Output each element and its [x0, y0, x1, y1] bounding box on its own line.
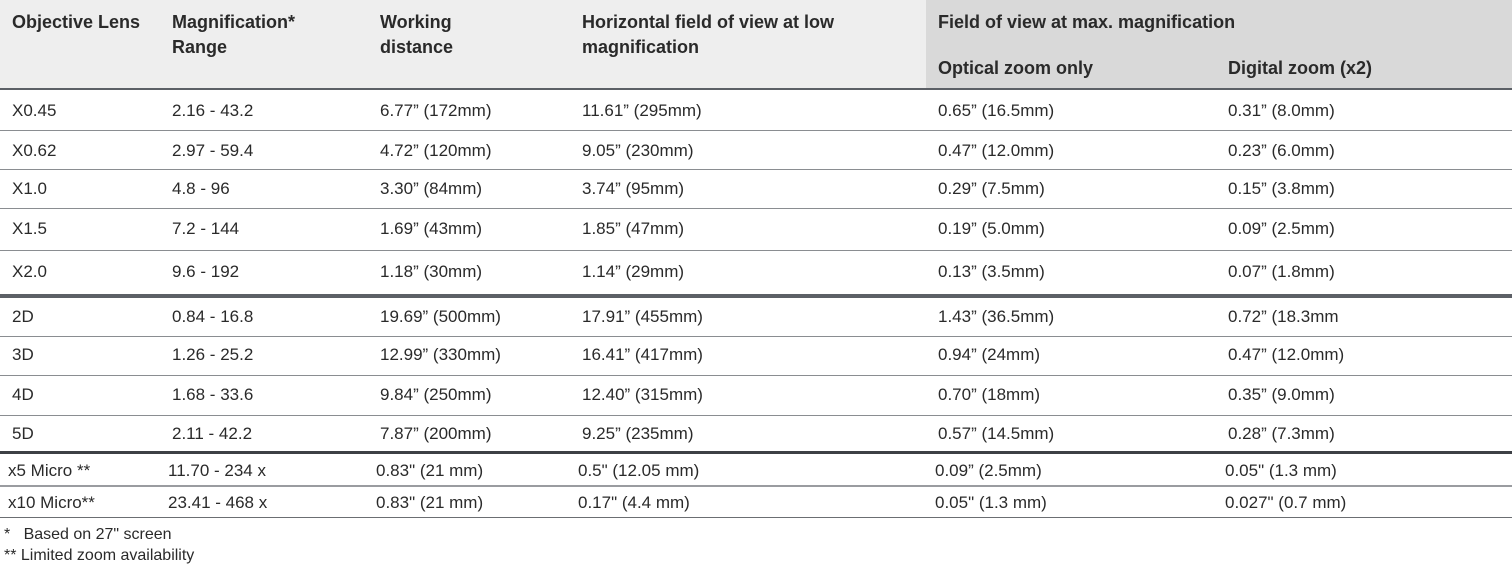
optical-zoom-cell: 0.65” (16.5mm) [938, 101, 1055, 120]
magnification-cell: 4.8 - 96 [172, 179, 230, 198]
optical-zoom-cell: 0.29” (7.5mm) [938, 179, 1045, 198]
working-distance-cell: 0.83" (21 mm) [376, 460, 484, 480]
header-magnification [172, 10, 295, 60]
objective-lens-cell: 2D [12, 307, 34, 326]
working-distance-cell: 7.87” (200mm) [380, 424, 492, 443]
horizontal-fov-cell: 3.74” (95mm) [582, 179, 685, 198]
optical-zoom-cell: 0.57” (14.5mm) [938, 424, 1055, 443]
horizontal-fov-cell: 17.91” (455mm) [582, 307, 703, 326]
magnification-cell: 2.16 - 43.2 [172, 101, 254, 120]
footnotes [4, 524, 194, 566]
footnote: * Based on 27" screen [4, 526, 172, 543]
horizontal-fov-cell: 9.25” (235mm) [582, 424, 694, 443]
row-divider [0, 451, 1512, 454]
table-row [0, 336, 1512, 374]
digital-zoom-cell: 0.09” (2.5mm) [1228, 219, 1335, 238]
row-divider [0, 415, 1512, 416]
objective-lens-cell: 4D [12, 385, 34, 404]
working-distance-cell: 6.77” (172mm) [380, 101, 492, 120]
digital-zoom-cell: 0.28” (7.3mm) [1228, 424, 1335, 443]
objective-lens-cell: X1.5 [12, 219, 47, 238]
row-divider [0, 294, 1512, 298]
optical-zoom-cell: 0.09” (2.5mm) [935, 460, 1042, 480]
objective-lens-cell: x5 Micro ** [8, 460, 91, 480]
table-row [0, 170, 1512, 208]
magnification-cell: 2.97 - 59.4 [172, 141, 254, 160]
digital-zoom-cell: 0.07” (1.8mm) [1228, 262, 1335, 281]
objective-lens-cell: X2.0 [12, 262, 47, 281]
working-distance-cell: 9.84” (250mm) [380, 385, 492, 404]
digital-zoom-cell: 0.47” (12.0mm) [1228, 345, 1345, 364]
magnification-cell: 0.84 - 16.8 [172, 307, 254, 326]
optical-zoom-cell: 0.19” (5.0mm) [938, 219, 1045, 238]
table-row [0, 487, 1512, 519]
working-distance-cell: 4.72” (120mm) [380, 141, 492, 160]
optical-zoom-cell: 1.43” (36.5mm) [938, 307, 1055, 326]
row-divider [0, 250, 1512, 251]
magnification-cell: 9.6 - 192 [172, 262, 240, 281]
row-divider [0, 517, 1512, 518]
table-row [0, 132, 1512, 170]
working-distance-cell: 0.83" (21 mm) [376, 493, 484, 512]
horizontal-fov-cell: 1.14” (29mm) [582, 262, 685, 281]
header-working-distance [380, 10, 453, 60]
row-divider [0, 130, 1512, 131]
table-header [0, 0, 1512, 88]
header-magnification-line1: Magnification* [172, 12, 296, 32]
row-divider [0, 336, 1512, 337]
objective-lens-cell: X1.0 [12, 179, 47, 198]
row-divider [0, 485, 1512, 487]
header-magnification-line2: Range [172, 37, 228, 57]
header-horizontal-line1: Horizontal field of view at low [582, 12, 835, 32]
table-row [0, 90, 1512, 132]
magnification-cell: 1.26 - 25.2 [172, 345, 254, 364]
digital-zoom-cell: 0.15” (3.8mm) [1228, 179, 1335, 198]
horizontal-fov-cell: 0.5" (12.05 mm) [578, 460, 700, 480]
objective-lens-cell: X0.62 [12, 141, 57, 160]
row-divider [0, 375, 1512, 376]
magnification-cell: 2.11 - 42.2 [172, 424, 253, 443]
working-distance-cell: 1.18” (30mm) [380, 262, 483, 281]
objective-lens-cell: x10 Micro** [8, 493, 95, 512]
digital-zoom-cell: 0.35” (9.0mm) [1228, 385, 1335, 404]
header-horizontal-fov [582, 10, 834, 60]
row-divider [0, 169, 1512, 170]
header-objective-lens: Objective Lens [12, 12, 141, 32]
optical-zoom-cell: 0.94” (24mm) [938, 345, 1041, 364]
horizontal-fov-cell: 1.85” (47mm) [582, 219, 685, 238]
header-digital-zoom: Digital zoom (x2) [1228, 58, 1373, 78]
objective-lens-cell: 3D [12, 345, 34, 364]
row-divider [0, 208, 1512, 209]
horizontal-fov-cell: 11.61” (295mm) [582, 101, 702, 120]
digital-zoom-cell: 0.05" (1.3 mm) [1225, 460, 1337, 480]
header-working-line2: distance [380, 37, 454, 57]
magnification-cell: 23.41 - 468 x [168, 493, 268, 512]
working-distance-cell: 3.30” (84mm) [380, 179, 483, 198]
footnote: ** Limited zoom availability [4, 547, 195, 564]
table-row [0, 208, 1512, 250]
table-row [0, 454, 1512, 487]
objective-lens-cell: 5D [12, 424, 34, 443]
working-distance-cell: 19.69” (500mm) [380, 307, 501, 326]
table-row [0, 250, 1512, 294]
digital-zoom-cell: 0.027" (0.7 mm) [1225, 493, 1347, 512]
horizontal-fov-cell: 16.41” (417mm) [582, 345, 703, 364]
digital-zoom-cell: 0.23” (6.0mm) [1228, 141, 1335, 160]
magnification-cell: 7.2 - 144 [172, 219, 240, 238]
digital-zoom-cell: 0.31” (8.0mm) [1228, 101, 1335, 120]
header-optical-only: Optical zoom only [938, 58, 1094, 78]
magnification-cell: 11.70 - 234 x [168, 460, 266, 480]
table-row [0, 374, 1512, 416]
table-row [0, 298, 1512, 336]
horizontal-fov-cell: 9.05” (230mm) [582, 141, 694, 160]
table-row [0, 416, 1512, 452]
working-distance-cell: 12.99” (330mm) [380, 345, 501, 364]
header-working-line1: Working [380, 12, 452, 32]
header-fov-max: Field of view at max. magnification [938, 12, 1236, 32]
header-horizontal-line2: magnification [582, 37, 700, 57]
digital-zoom-cell: 0.72” (18.3mm [1228, 307, 1339, 326]
optical-zoom-cell: 0.05" (1.3 mm) [935, 493, 1047, 512]
magnification-cell: 1.68 - 33.6 [172, 385, 254, 404]
objective-lens-cell: X0.45 [12, 101, 57, 120]
optical-zoom-cell: 0.13” (3.5mm) [938, 262, 1045, 281]
optical-zoom-cell: 0.70” (18mm) [938, 385, 1041, 404]
horizontal-fov-cell: 0.17" (4.4 mm) [578, 493, 690, 512]
horizontal-fov-cell: 12.40” (315mm) [582, 385, 703, 404]
working-distance-cell: 1.69” (43mm) [380, 219, 483, 238]
optical-zoom-cell: 0.47” (12.0mm) [938, 141, 1055, 160]
